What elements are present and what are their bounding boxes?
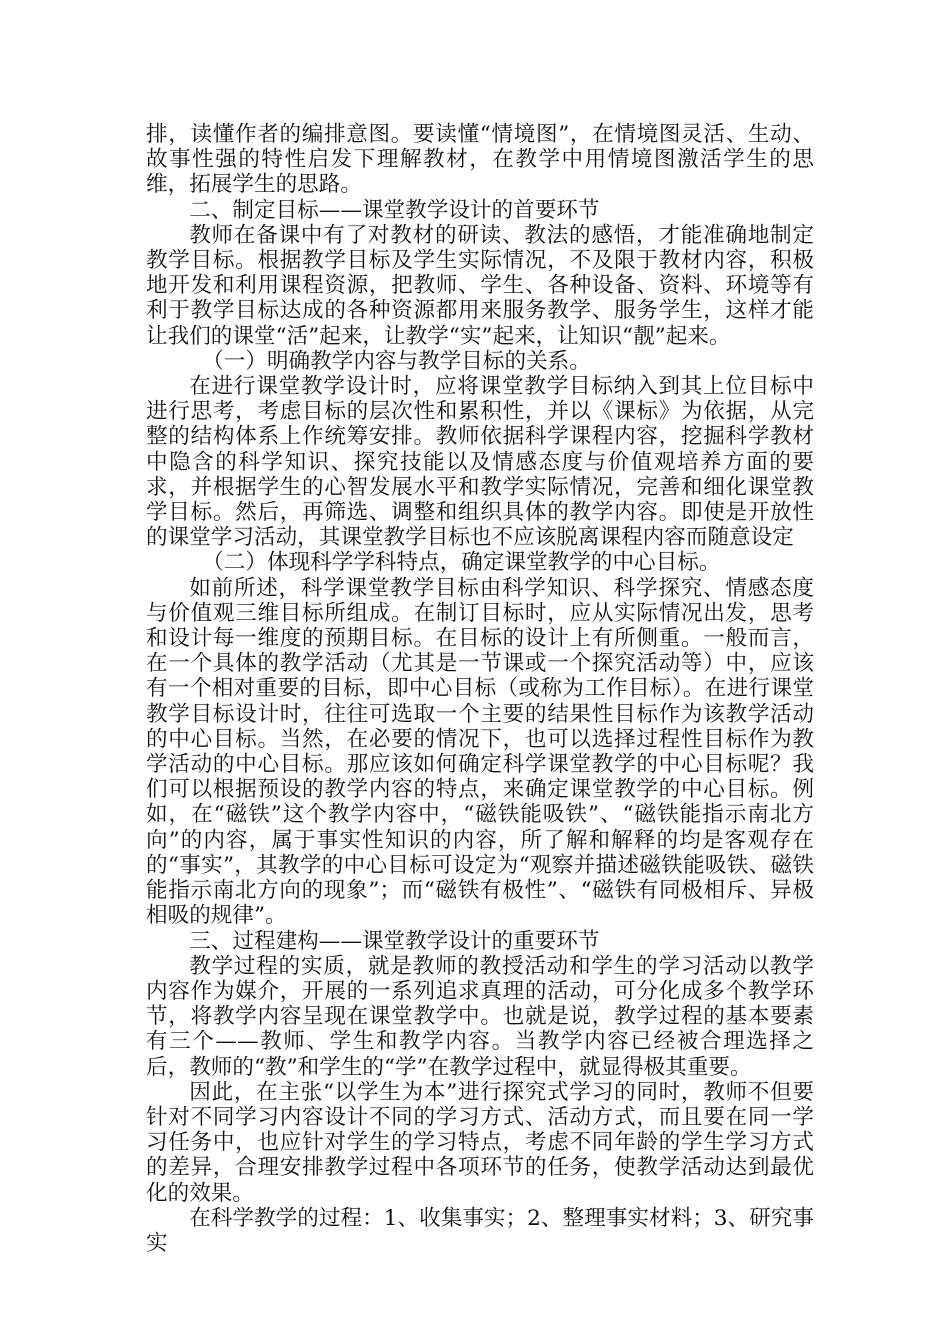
- paragraph: 教学过程的实质，就是教师的教授活动和学生的学习活动以教学内容作为媒介，开展的一系列追求真理的活动，可分化成多个教学环节，将教学内容呈现在课堂教学中。也就是说，教学过程的基本要素有三个——教师、学生和教学内容。当教学内容已经被合理选择之后，教师的“教”和学生的“学”在教学过程中，就显得极其重要。: [146, 953, 814, 1080]
- section-heading-2: 二、制定目标——课堂教学设计的首要环节: [189, 197, 600, 223]
- paragraph: 如前所述，科学课堂教学目标由科学知识、科学探究、情感态度与价值观三维目标所组成。在制订目标时，应从实际情况出发，思考和设计每一维度的预期目标。在目标的设计上有所侧重。一般而言，在一个具体的教学活动（尤其是一节课或一个探究活动等）中，应该有一个相对重要的目标，即中心目标（或称为工作目标）。在进行课堂教学目标设计时，往往可选取一个主要的结果性目标作为该教学活动的中心目标。当然，在必要的情况下，也可以选择过程性目标作为教学活动的中心目标。那应该如何确定科学课堂教学的中心目标呢？我们可以根据预设的教学内容的特点，来确定课堂教学的中心目标。例如，在“磁铁”这个教学内容中，“磁铁能吸铁”、“磁铁能指示南北方向”的内容，属于事实性知识的内容，所了解和解释的均是客观存在的“事实”，其教学的中心目标可设定为“观察并描述磁铁能吸铁、磁铁能指示南北方向的现象”；而“磁铁有极性”、“磁铁有同极相斥、异极相吸的规律”。: [146, 575, 814, 929]
- subsection-heading-1: （一）明确教学内容与教学目标的关系。: [202, 348, 591, 374]
- paragraph: 在进行课堂教学设计时，应将课堂教学目标纳入到其上位目标中进行思考，考虑目标的层次性和累积性，并以《课标》为依据，从完整的结构体系上作统筹安排。教师依据科学课程内容，挖掘科学教材中隐含的科学知识、探究技能以及情感态度与价值观培养方面的要求，并根据学生的心智发展水平和教学实际情况，完善和细化课堂教学目标。然后，再筛选、调整和组织具体的教学内容。即使是开放性的课堂学习活动，其课堂教学目标也不应该脱离课程内容而随意设定: [146, 374, 814, 551]
- paragraph: 因此，在主张“以学生为本”进行探究式学习的同时，教师不但要针对不同学习内容设计不同的学习方式、活动方式，而且要在同一学习任务中，也应针对学生的学习特点，考虑不同年龄的学生学习方式的差异，合理安排教学过程中各项环节的任务，使教学活动达到最优化的效果。: [146, 1079, 814, 1206]
- section-heading-3: 三、过程建构——课堂教学设计的重要环节: [189, 928, 600, 954]
- subsection-heading-2: （二）体现科学学科特点，确定课堂教学的中心目标。: [202, 550, 721, 576]
- paragraph: 在科学教学的过程：1、收集事实；2、整理事实材料；3、研究事实: [146, 1205, 814, 1256]
- paragraph-continued: 排，读懂作者的编排意图。要读懂“情境图”，在情境图灵活、生动、故事性强的特性启发下理解教材，在教学中用情境图激活学生的思维，拓展学生的思路。: [146, 122, 814, 198]
- document-body: [146, 122, 814, 1256]
- paragraph: 教师在备课中有了对教材的研读、教法的感悟，才能准确地制定教学目标。根据教学目标及学生实际情况，不及限于教材内容，积极地开发和利用课程资源，把教师、学生、各种设备、资料、环境等有利于教学目标达成的各种资源都用来服务教学、服务学生，这样才能让我们的课堂“活”起来，让教学“实”起来，让知识“靓”起来。: [146, 222, 814, 349]
